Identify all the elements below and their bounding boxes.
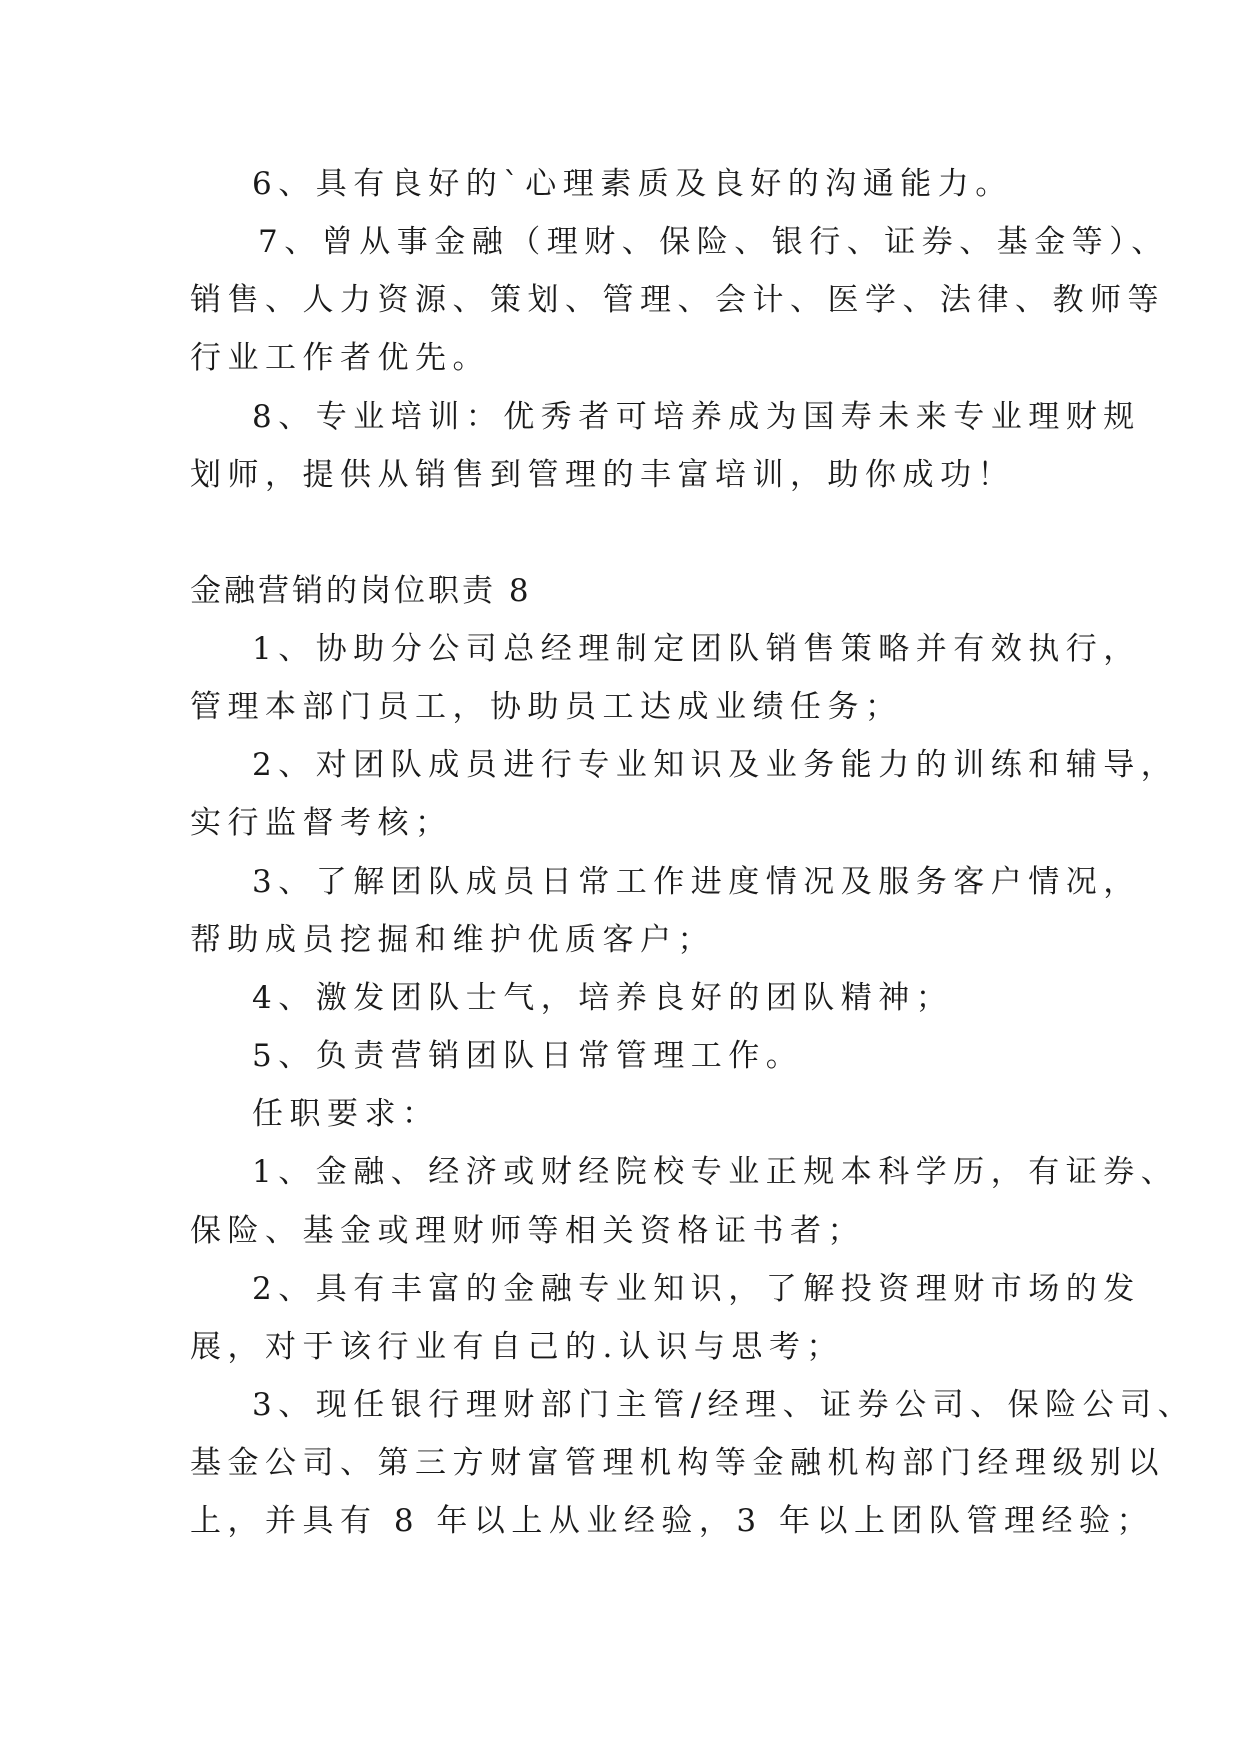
paragraph-line: 实行监督考核；	[190, 805, 453, 841]
paragraph-line: 行业工作者优先。	[190, 340, 490, 376]
paragraph-line: 3、现任银行理财部门主管/经理、证券公司、保险公司、	[252, 1387, 1196, 1423]
paragraph-line: 帮助成员挖掘和维护优质客户；	[190, 922, 715, 958]
paragraph-line: 划师，提供从销售到管理的丰富培训，助你成功！	[190, 457, 1015, 493]
paragraph-line: 1、协助分公司总经理制定团队销售策略并有效执行，	[252, 631, 1141, 667]
paragraph-line: 管理本部门员工，协助员工达成业绩任务；	[190, 689, 903, 725]
paragraph-line: 5、负责营销团队日常管理工作。	[252, 1038, 804, 1074]
subheading: 任职要求：	[252, 1096, 440, 1132]
paragraph-line: 上，并具有 8 年以上从业经验，3 年以上团队管理经验；	[190, 1503, 1155, 1539]
paragraph-line: 2、对团队成员进行专业知识及业务能力的训练和辅导，	[252, 747, 1179, 783]
paragraph-line: 销售、人力资源、策划、管理、会计、医学、法律、教师等	[190, 282, 1165, 318]
paragraph-line: 基金公司、第三方财富管理机构等金融机构部门经理级别以	[190, 1445, 1165, 1481]
paragraph-line: 1、金融、经济或财经院校专业正规本科学历，有证券、	[252, 1154, 1179, 1190]
paragraph-line: 3、了解团队成员日常工作进度情况及服务客户情况，	[252, 864, 1141, 900]
paragraph-line: 保险、基金或理财师等相关资格证书者；	[190, 1213, 865, 1249]
paragraph-line: 2、具有丰富的金融专业知识，了解投资理财市场的发	[252, 1271, 1141, 1307]
paragraph-line: 8、专业培训：优秀者可培养成为国寿未来专业理财规	[252, 399, 1141, 435]
paragraph-line: 展，对于该行业有自己的.认识与思考；	[190, 1329, 844, 1365]
paragraph-line: 6、具有良好的`心理素质及良好的沟通能力。	[252, 166, 1013, 202]
paragraph-line: 4、激发团队士气，培养良好的团队精神；	[252, 980, 954, 1016]
paragraph-line: 7、曾从事金融（理财、保险、银行、证券、基金等）、	[258, 224, 1169, 260]
section-heading: 金融营销的岗位职责 8	[190, 573, 532, 609]
